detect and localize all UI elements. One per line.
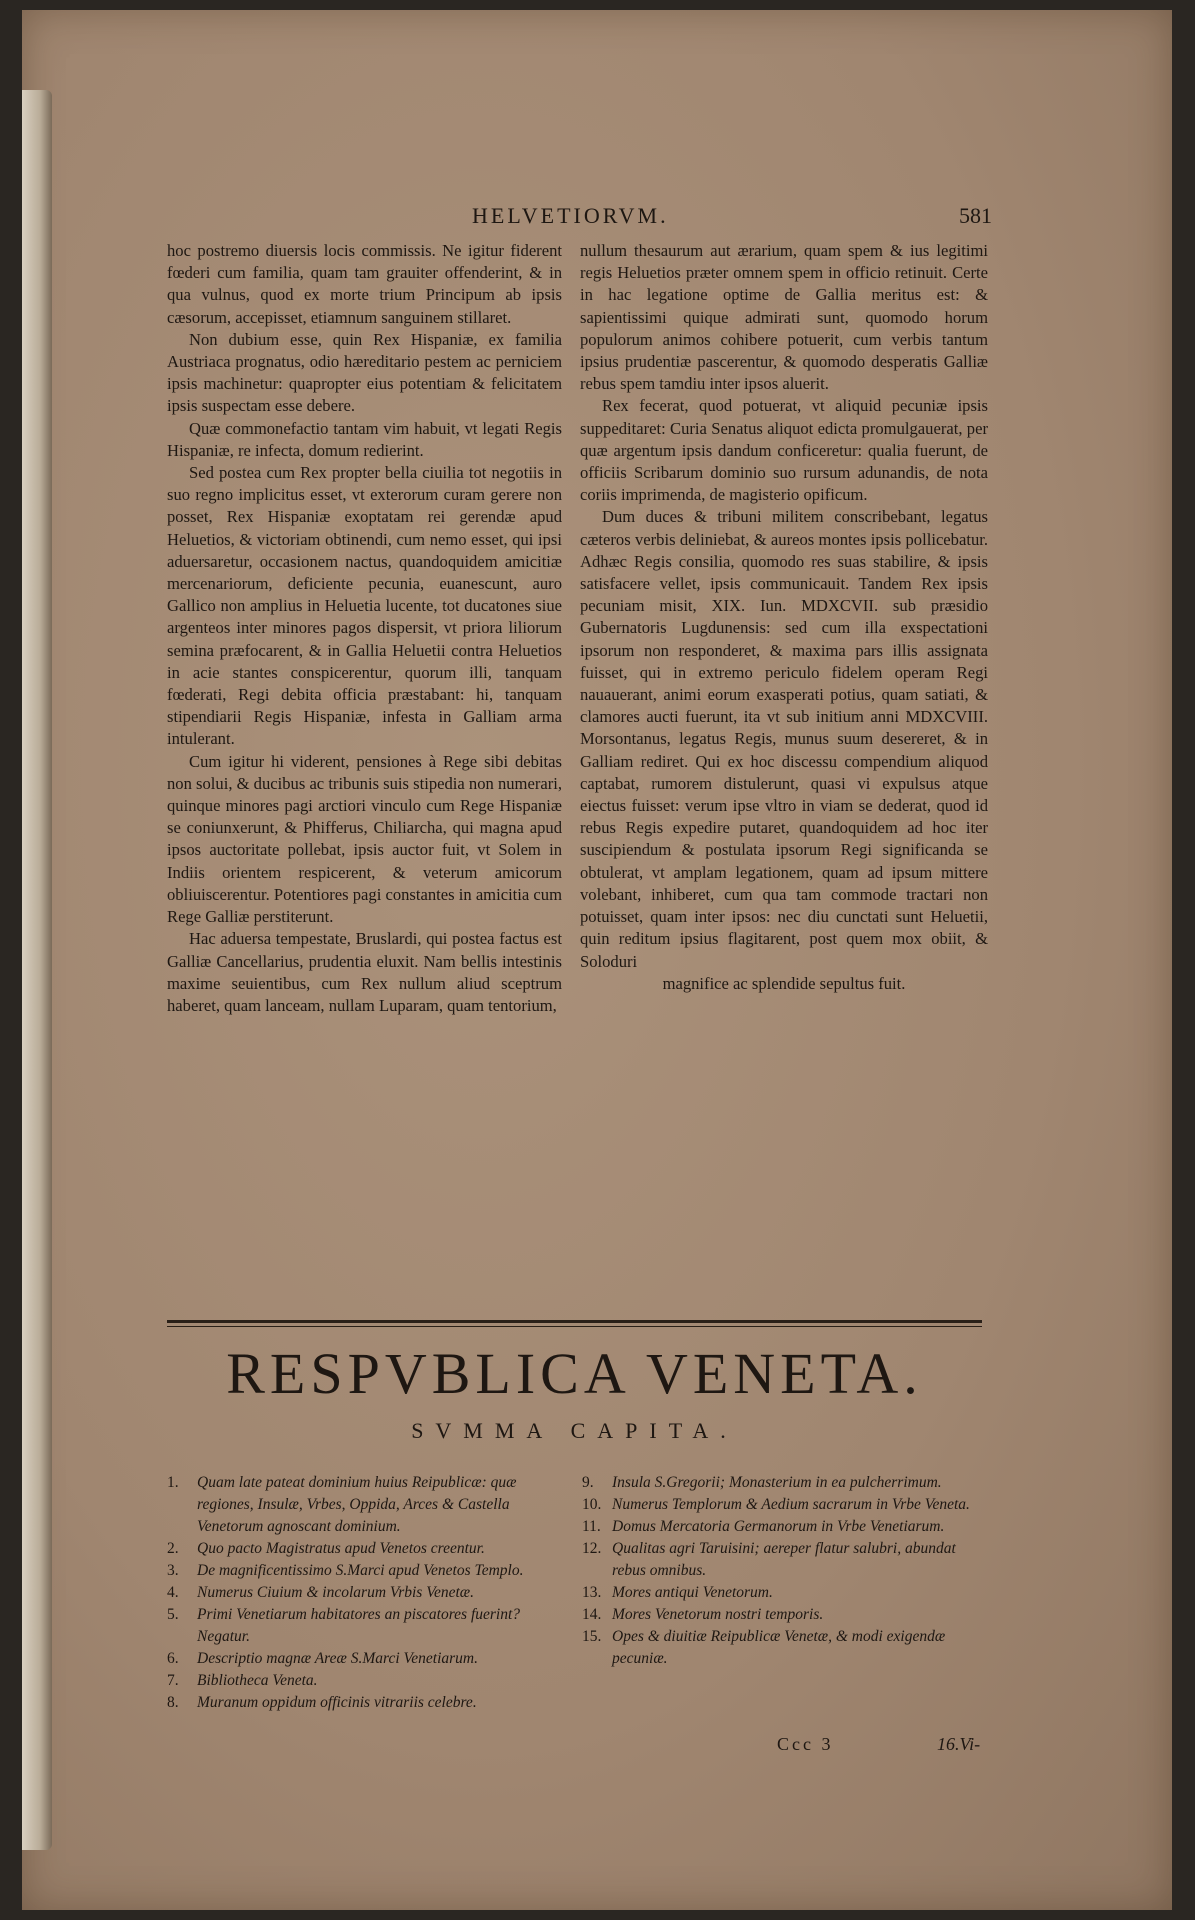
chapter-title: Numerus Templorum & Aedium sacrarum in Vrbe Veneta. [612, 1496, 970, 1513]
chapter-item [167, 1692, 572, 1714]
catchword: 16.Vi- [937, 1734, 981, 1754]
section-subtitle: SVMMA CAPITA. [411, 1418, 738, 1443]
chapter-item [167, 1472, 572, 1538]
chapter-title: Quo pacto Magistratus apud Venetos creentur. [197, 1540, 485, 1557]
chapter-number: 6. [167, 1650, 179, 1667]
chapter-item [582, 1604, 992, 1626]
left-text-column [167, 240, 562, 1017]
paragraph: Sed postea cum Rex propter bella ciuilia tot negotiis in suo regno implicitus esset, vt exterorum curam gerere non posset, Rex Hispaniæ exoptatam rei gerendæ apud Heluetios, & victoriam obtinendi, cum nemo esset, qui ipsi aduersaretur, occasionem nactus, quandoquidem amicitiæ mercenariorum, deficiente pecunia, euanescunt, auro Gallico non amplius in Heluetia lucente, tot ducatones siue argenteos inter minores pagos dispersit, vt priora liliorum semina præfocarent, & in Gallia Heluetii contra Heluetios in acie stantes conspicerentur, quorum illi, tanquam fœderati, Regi debita officia præstabant: hi, tanquam stipendiarii Regis Hispaniæ, infesta in Galliam arma intulerant. [167, 463, 562, 749]
chapter-item [582, 1494, 992, 1516]
running-head: HELVETIORVM. [472, 203, 669, 228]
chapter-title: Insula S.Gregorii; Monasterium in ea pulcherrimum. [612, 1474, 942, 1491]
right-text-column [580, 240, 988, 995]
chapter-number: 3. [167, 1562, 179, 1579]
chapter-title: Quam late pateat dominium huius Reipublicæ: quæ regiones, Insulæ, Vrbes, Oppida, Arces & Castella Venetorum agnoscant dominium. [197, 1474, 517, 1535]
chapter-title: Descriptio magnæ Areæ S.Marci Venetiarum. [197, 1650, 478, 1667]
chapter-number: 8. [167, 1694, 179, 1711]
chapter-number: 13. [582, 1584, 602, 1601]
page-number: 581 [959, 203, 992, 228]
chapter-number: 7. [167, 1672, 179, 1689]
paragraph: Rex fecerat, quod potuerat, vt aliquid pecuniæ ipsis suppeditaret: Curia Senatus aliquot edicta promulgauerat, per quæ argentum ipsis dandum conficeretur: qualia fuerunt, de officiis Scribarum dominio suo rursum adunandis, de nota coriis imprimenda, de magisterio opificum. [580, 396, 988, 505]
chapter-title: Qualitas agri Taruisini; aereper flatur salubri, abundat rebus omnibus. [612, 1540, 956, 1579]
chapter-title: De magnificentissimo S.Marci apud Venetos Templo. [197, 1562, 524, 1579]
chapter-title: Domus Mercatoria Germanorum in Vrbe Venetiarum. [612, 1518, 945, 1535]
chapter-number: 14. [582, 1606, 602, 1623]
chapter-number: 1. [167, 1474, 179, 1491]
chapter-item [582, 1472, 992, 1494]
paragraph: Non dubium esse, quin Rex Hispaniæ, ex familia Austriaca prognatus, odio hæreditario pestem ac perniciem ipsis machinetur: quapropter eius potentiam & felicitatem ipsis suspectam esse debere. [167, 329, 562, 416]
chapter-item [167, 1538, 572, 1560]
chapter-title: Muranum oppidum officinis vitrariis celebre. [197, 1694, 477, 1711]
chapter-title: Opes & diuitiæ Reipublicæ Venetæ, & modi exigendæ pecuniæ. [612, 1628, 946, 1667]
chapter-title: Bibliotheca Veneta. [197, 1672, 318, 1689]
chapter-number: 5. [167, 1606, 179, 1623]
paragraph: Dum duces & tribuni militem conscribebant, legatus cæteros verbis deliniebat, & aureos montes ipsis pollicebatur. Adhæc Regis consilia, quomodo res suas stabilire, & ipsis satisfacere vellet, ipsis communicauit. Tandem Rex ipsis pecuniam misit, XIX. Iun. MDXCVII. sub præsidio Gubernatoris Lugdunensis: sed cum illa exspectationi ipsorum non responderet, & maxima pars illis assignata fuisset, qui in extremo periculo fidelem operam Regi nauauerant, animi eorum exasperati potius, quam satiati, & clamores aucti fuerunt, ita vt sub initium anni MDXCVIII. Morsontanus, legatus Regis, munus suum desereret, & in Galliam rediret. Qui ex hoc discessu compendium aliquod captabat, rumorem distulerunt, quasi vi expulsus atque eiectus fuisset: verum ipse vltro in viam se dederat, quod id rebus Regis expedire putaret, quandoquidem ad hoc iter suscipiendum & postulata ipsorum Regi significanda se obtulerat, vt amplam legationem, quam ad ipsum mittere volebant, inhiberet, cum qua tam commode tractari non potuisset, quam inter ipsos: nec diu cunctati sunt Heluetii, quin reditum ipsius flagitarent, post quem mox obiit, & Soloduri [580, 507, 988, 971]
paragraph: magnifice ac splendide sepultus fuit. [662, 973, 906, 993]
section-rule-thick [167, 1320, 982, 1323]
paragraph: hoc postremo diuersis locis commissis. Ne igitur fiderent fœderi cum familia, quam tam grauiter offenderint, & in qua vulnus, quod ex morte trium Principum ab ipsis cæsorum, accepisset, etiamnum sanguinem stillaret. [167, 241, 562, 327]
chapter-item [167, 1582, 572, 1604]
paragraph: Hac aduersa tempestate, Bruslardi, qui postea factus est Galliæ Cancellarius, prudentia eluxit. Nam bellis intestinis maxime seuientibus, cum Rex nullum aliud sceptrum haberet, quam lanceam, nullam Luparam, quam tentorium, [167, 929, 562, 1015]
chapter-number: 11. [582, 1518, 601, 1535]
chapter-item [167, 1604, 572, 1648]
chapter-item [582, 1626, 992, 1670]
chapter-list-right [582, 1472, 992, 1670]
chapter-number: 10. [582, 1496, 602, 1513]
chapter-item [167, 1670, 572, 1692]
chapter-title: Mores antiqui Venetorum. [612, 1584, 773, 1601]
chapter-list-left [167, 1472, 572, 1714]
book-page [22, 10, 1172, 1910]
chapter-title: Mores Venetorum nostri temporis. [612, 1606, 824, 1623]
section-rule-thin [167, 1326, 982, 1327]
paragraph: Quæ commonefactio tantam vim habuit, vt legati Regis Hispaniæ, re infecta, domum redierint. [167, 418, 562, 460]
chapter-number: 9. [582, 1474, 594, 1491]
section-title: RESPVBLICA VENETA. [226, 1341, 923, 1406]
page-header [162, 203, 992, 235]
chapter-number: 12. [582, 1540, 602, 1557]
chapter-item [582, 1582, 992, 1604]
chapter-item [167, 1648, 572, 1670]
signature-mark: Ccc 3 [777, 1734, 834, 1754]
chapter-item [582, 1538, 992, 1582]
chapter-number: 15. [582, 1628, 602, 1645]
paragraph: Cum igitur hi viderent, pensiones à Rege sibi debitas non solui, & ducibus ac tribunis suis stipedia non numerari, quinque minores pagi arctiori vinculo cum Rege Hispaniæ se coniunxerunt, & Phifferus, Chiliarcha, qui magna apud ipsos auctoritate pollebat, ipsis auctor fuit, vt Solem in Indiis orientem respicerent, & veterum amicorum obliuiscerentur. Potentiores pagi constantes in amicitia cum Rege Galliæ perstiterunt. [167, 751, 562, 927]
adjacent-page-edge [22, 90, 52, 1850]
chapter-item [167, 1560, 572, 1582]
chapter-number: 4. [167, 1584, 179, 1601]
chapter-item [582, 1516, 992, 1538]
chapter-title: Numerus Ciuium & incolarum Vrbis Venetæ. [197, 1584, 474, 1601]
chapter-number: 2. [167, 1540, 179, 1557]
paragraph: nullum thesaurum aut ærarium, quam spem & ius legitimi regis Heluetios præter omnem spem in officio retinuit. Certe in hac legatione optime de Gallia meritus est: & sapientissimi quique admirati sunt, quomodo horum populorum animos cohibere potuerit, cum verbis tantum ipsius prudentiæ pascerentur, & quomodo desperatis Galliæ rebus spem tamdiu inter ipsos aluerit. [580, 241, 988, 394]
chapter-title: Primi Venetiarum habitatores an piscatores fuerint? Negatur. [197, 1606, 521, 1645]
